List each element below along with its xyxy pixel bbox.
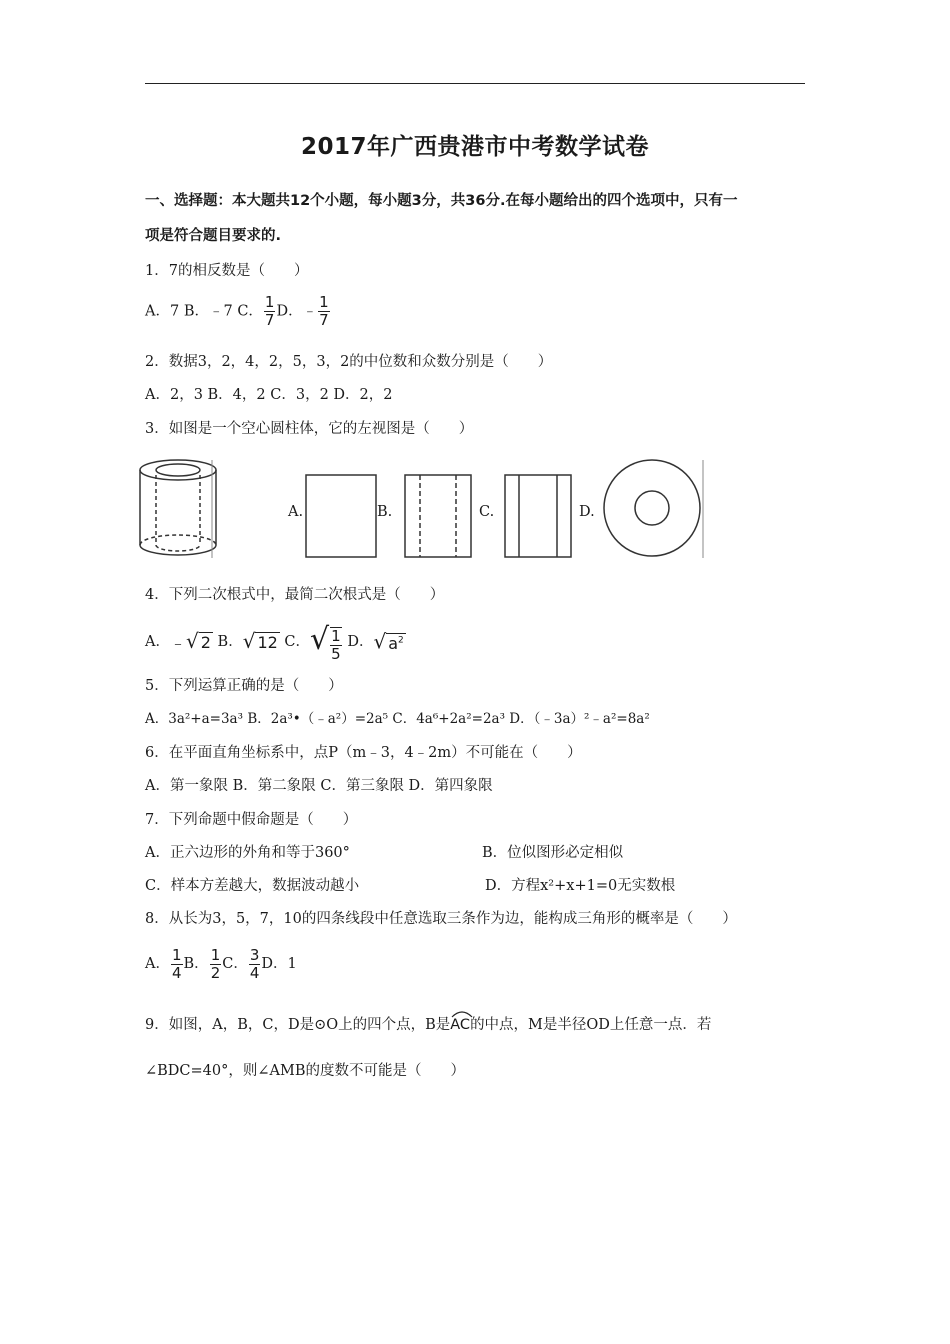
q8-option-b-fraction: [210, 947, 222, 982]
header-rule: [145, 83, 805, 84]
section-heading-line2: 项是符合题目要求的.: [145, 228, 282, 244]
q4-b-radicand: 12: [257, 633, 278, 652]
q1-c-denominator: 7: [264, 311, 275, 329]
hollow-cylinder-figure: [140, 460, 216, 555]
q1-d-denominator: 7: [319, 311, 329, 329]
q8-a-numerator: 1: [171, 945, 182, 964]
q8-b-denominator: 2: [210, 963, 221, 982]
question-7-stem: 7．下列命题中假命题是（ ）: [145, 812, 358, 828]
q9-stem-part1: 9．如图，A，B，C，D是⊙O上的四个点，B是: [145, 1017, 451, 1033]
q4-option-d-prefix: D．: [347, 634, 374, 650]
q4-option-d-radical: √ $a^2$: [373, 629, 404, 654]
question-2-options: A．2，3 B．4，2 C．3，2 D．2，2: [145, 387, 393, 403]
page-title: 2017年广西贵港市中考数学试卷: [300, 134, 649, 160]
q8-option-a-prefix: A．: [145, 956, 170, 972]
q5-option-d: D．（﹣3a）²﹣a²=8a²: [509, 711, 650, 727]
arc-symbol-icon: [450, 1008, 474, 1018]
q3-label-b: B.: [377, 504, 393, 520]
q5-option-c: C．4a⁶+2a²=2a³: [392, 711, 505, 727]
q9-arc-ac: [450, 1015, 470, 1035]
q8-a-denominator: 4: [171, 963, 182, 982]
q4-a-radicand: 2: [200, 633, 211, 652]
q1-option-d-prefix: D．﹣: [276, 303, 318, 320]
q4-option-b-prefix: B．: [217, 634, 243, 650]
q4-c-numerator: 1: [331, 626, 341, 645]
option-d-ring-figure: [604, 460, 700, 556]
q1-option-c-prefix: C．: [237, 303, 263, 320]
question-2-stem: 2．数据3，2，4，2，5，3，2的中位数和众数分别是（ ）: [145, 354, 553, 370]
q8-b-numerator: 1: [210, 945, 221, 964]
option-a-square-figure: [306, 475, 376, 557]
q4-option-c-prefix: C．: [284, 634, 311, 650]
q1-option-b: B．﹣7: [183, 303, 233, 320]
q5-option-a: A．3a²+a=3a³: [145, 711, 244, 727]
question-4-options: [145, 620, 406, 663]
q5-option-b: B．2a³•（﹣a²）=2a⁵: [247, 711, 389, 727]
question-3-stem: 3．如图是一个空心圆柱体，它的左视图是（ ）: [145, 421, 474, 437]
q4-option-c-radical: √ $\frac{1}{5}$: [310, 622, 341, 663]
q1-c-numerator: 1: [264, 293, 275, 311]
q4-option-b-radical: √ 12: [242, 629, 278, 653]
question-8-options: [145, 944, 297, 984]
q1-option-a: A．7: [145, 303, 180, 320]
section-heading-line1: 一、选择题：本大题共12个小题，每小题3分，共36分.在每小题给出的四个选项中，只有一: [145, 193, 738, 209]
q7-option-a: A．正六边形的外角和等于360°: [145, 845, 350, 861]
option-b-dashed-rect-figure: [405, 475, 471, 557]
q8-option-c-prefix: C．: [222, 956, 248, 972]
question-5-stem: 5．下列运算正确的是（ ）: [145, 678, 343, 694]
q8-option-a-fraction: [171, 947, 183, 982]
q4-option-a-radical: ﹣√ 2: [169, 629, 211, 653]
q8-option-c-fraction: [249, 947, 261, 982]
q1-option-c-fraction: [264, 294, 276, 329]
q4-option-a-prefix: A．: [145, 634, 170, 650]
q7-option-b: B．位似图形必定相似: [482, 845, 624, 861]
q7-option-d: D．方程x²+x+1=0无实数根: [485, 878, 676, 894]
q8-c-numerator: 3: [249, 945, 260, 964]
question-1-stem: 1．7的相反数是（ ）: [145, 263, 309, 279]
q3-label-d: D.: [579, 504, 595, 520]
question-9-stem-line2: ∠BDC=40°，则∠AMB的度数不可能是（ ）: [145, 1063, 465, 1079]
question-5-options: [145, 709, 650, 729]
question-8-stem: 8．从长为3，5，7，10的四条线段中任意选取三条作为边，能构成三角形的概率是（ ）: [145, 911, 737, 927]
q7-option-c: C．样本方差越大，数据波动越小: [145, 878, 360, 894]
q4-c-denominator: 5: [331, 644, 341, 663]
q4-d-radicand: a: [388, 633, 399, 653]
q1-d-numerator: 1: [319, 293, 329, 311]
q8-c-denominator: 4: [249, 963, 260, 982]
question-1-options: [145, 294, 331, 329]
q8-option-b-prefix: B．: [183, 956, 209, 972]
q9-stem-part2: 的中点，M是半径OD上任意一点．若: [470, 1017, 712, 1033]
q3-label-a: A.: [288, 504, 304, 520]
question-6-options: A．第一象限 B．第二象限 C．第三象限 D．第四象限: [145, 778, 493, 794]
question-9-stem-line1: [145, 1015, 711, 1035]
q3-label-c: C.: [479, 504, 495, 520]
q1-option-d-fraction: [318, 294, 330, 329]
question-3-figures: [130, 455, 720, 565]
option-c-solid-rect-figure: [505, 475, 571, 557]
question-4-stem: 4．下列二次根式中，最简二次根式是（ ）: [145, 587, 445, 603]
question-6-stem: 6．在平面直角坐标系中，点P（m﹣3，4﹣2m）不可能在（ ）: [145, 745, 582, 761]
q8-option-d: D．1: [261, 956, 297, 972]
q9-arc-label: AC: [450, 1017, 471, 1033]
